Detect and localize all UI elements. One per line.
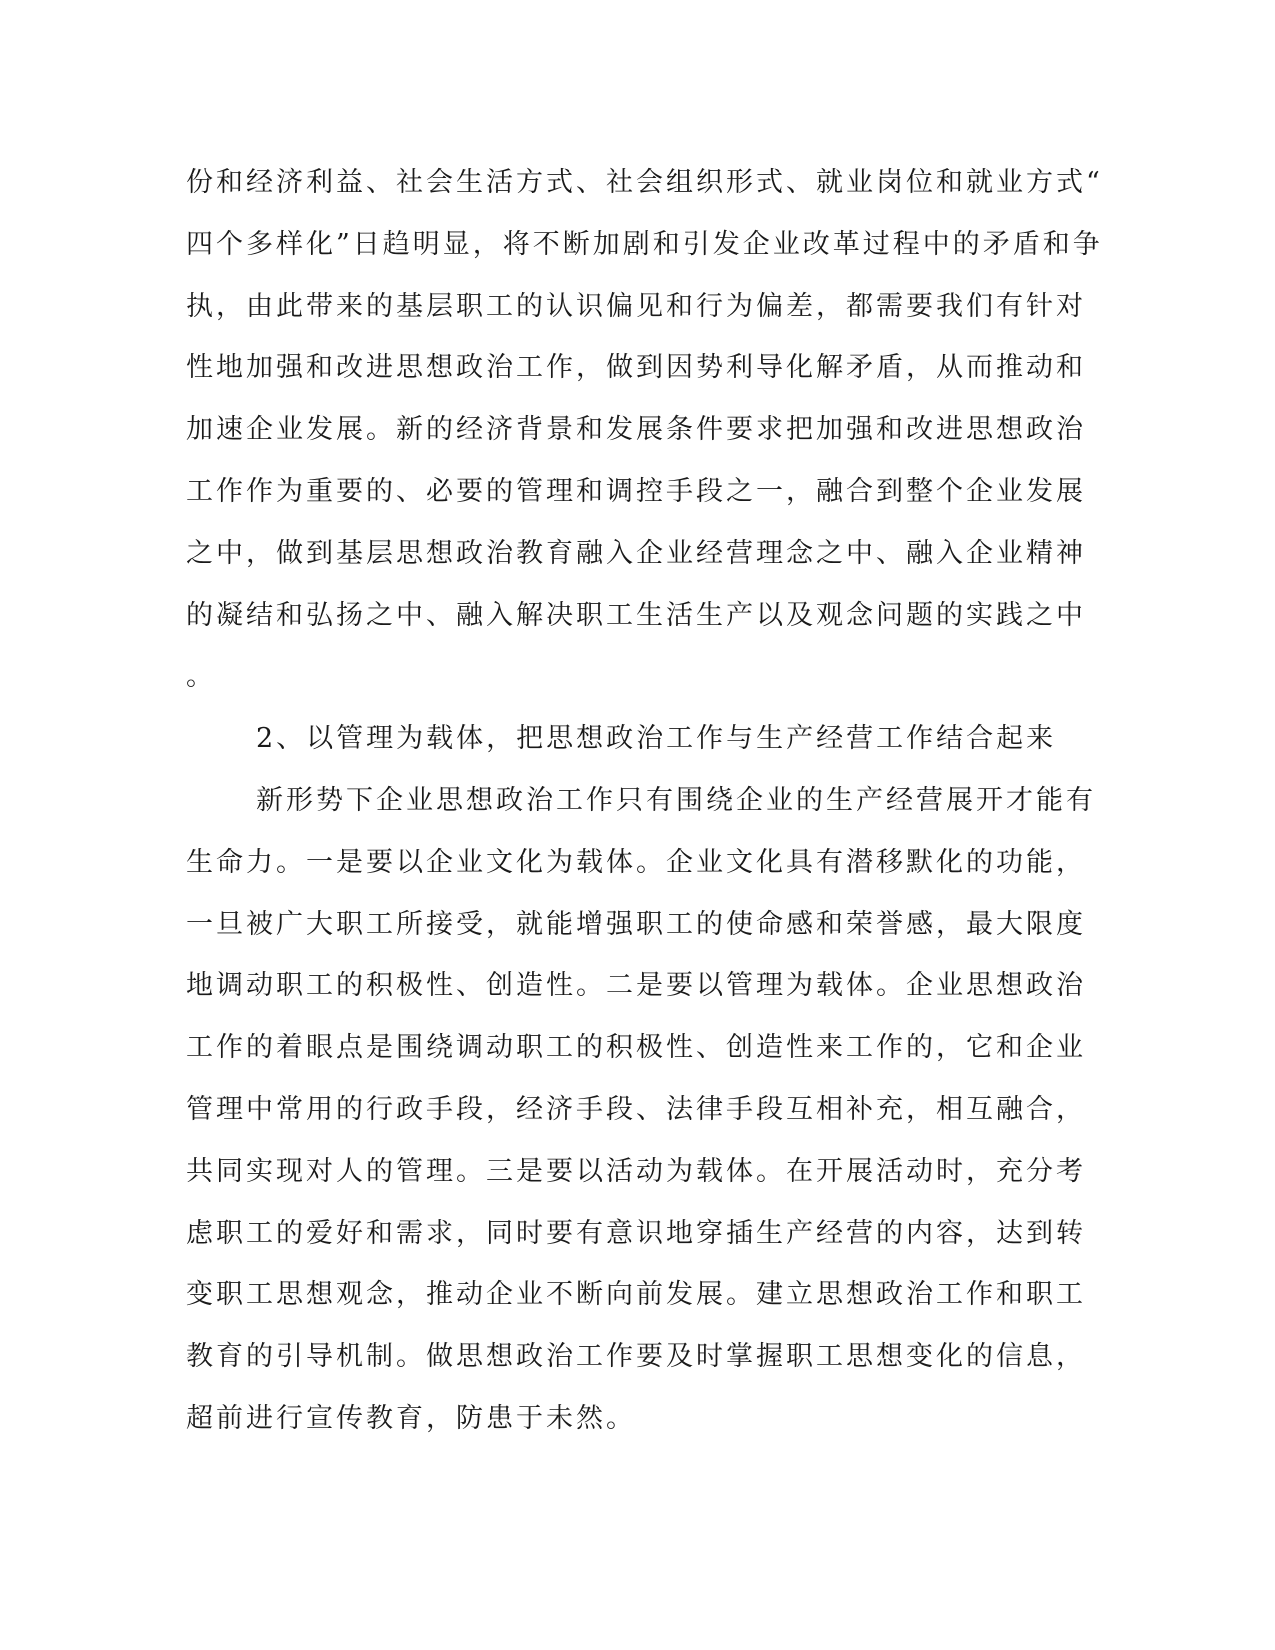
- text-line: 之中，做到基层思想政治教育融入企业经营理念之中、融入企业精神: [186, 537, 1086, 569]
- text-line: 生命力。一是要以企业文化为载体。企业文化具有潜移默化的功能，: [186, 846, 1086, 878]
- section-heading: 2、以管理为载体，把思想政治工作与生产经营工作结合起来: [256, 723, 1057, 755]
- text-line: 变职工思想观念，推动企业不断向前发展。建立思想政治工作和职工: [186, 1279, 1086, 1311]
- text-line: 的凝结和弘扬之中、融入解决职工生活生产以及观念问题的实践之中: [186, 599, 1086, 631]
- text-line: 工作的着眼点是围绕调动职工的积极性、创造性来工作的，它和企业: [186, 1032, 1086, 1064]
- text-line: 加速企业发展。新的经济背景和发展条件要求把加强和改进思想政治: [186, 414, 1086, 446]
- text-line: 性地加强和改进思想政治工作，做到因势利导化解矛盾，从而推动和: [186, 352, 1086, 384]
- text-line: 一旦被广大职工所接受，就能增强职工的使命感和荣誉感，最大限度: [186, 908, 1086, 940]
- text-line: 共同实现对人的管理。三是要以活动为载体。在开展活动时，充分考: [186, 1155, 1086, 1187]
- text-line: 地调动职工的积极性、创造性。二是要以管理为载体。企业思想政治: [186, 970, 1086, 1002]
- text-line: 执，由此带来的基层职工的认识偏见和行为偏差，都需要我们有针对: [186, 290, 1086, 322]
- text-line: 工作作为重要的、必要的管理和调控手段之一，融合到整个企业发展: [186, 475, 1086, 507]
- text-line: 。: [186, 661, 216, 693]
- text-line: 管理中常用的行政手段，经济手段、法律手段互相补充，相互融合，: [186, 1093, 1086, 1125]
- text-line: 份和经济利益、社会生活方式、社会组织形式、就业岗位和就业方式“: [186, 167, 1103, 198]
- text-line: 教育的引导机制。做思想政治工作要及时掌握职工思想变化的信息，: [186, 1341, 1086, 1373]
- paragraph-start: 新形势下企业思想政治工作只有围绕企业的生产经营展开才能有: [256, 784, 1096, 816]
- body-text: [186, 152, 1103, 1450]
- text-line: 四个多样化”日趋明显，将不断加剧和引发企业改革过程中的矛盾和争: [186, 228, 1103, 260]
- text-line: 超前进行宣传教育，防患于未然。: [186, 1402, 636, 1434]
- text-line: 虑职工的爱好和需求，同时要有意识地穿插生产经营的内容，达到转: [186, 1217, 1086, 1249]
